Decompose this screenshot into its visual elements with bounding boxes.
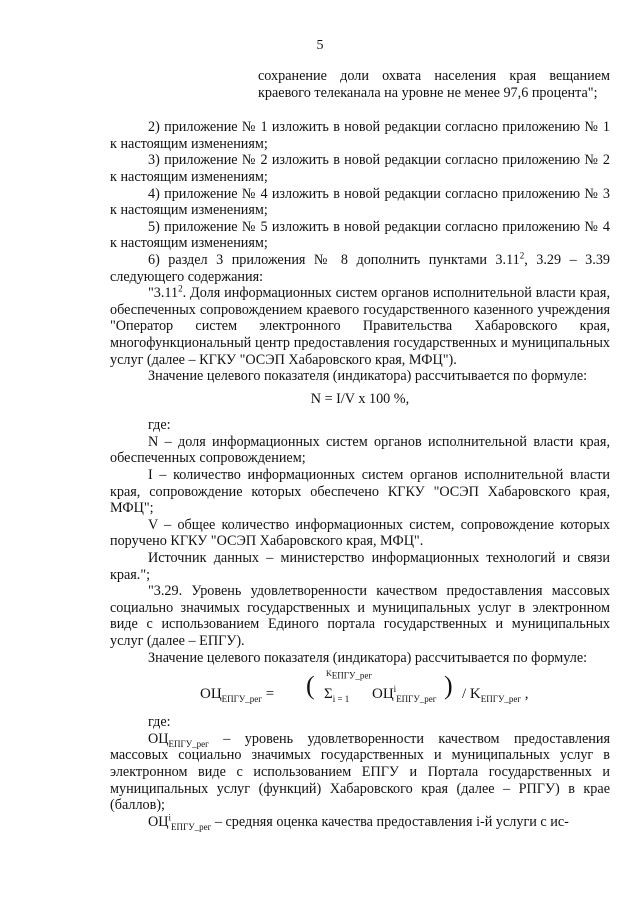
paragraph: $ОЦ^i_{ЕПГУ\_рег}$ – средняя оценка качества предоставления i-й услуги с ис-: [148, 812, 569, 832]
formula-sum-upper: $K_{ЕПГУ\_рег}$: [326, 669, 373, 681]
paragraph: Источник данных – министерство информационных технологий и связи края.";: [110, 550, 610, 583]
formula-2: [110, 668, 610, 712]
paragraph: 2) приложение № 1 изложить в новой редакции согласно приложению № 1 к настоящим изменениям;: [110, 119, 610, 152]
paragraph: "3.11$^2$. Доля информационных систем органов исполнительной власти края, обеспеченных сопровождением краевого государственного казенного учреждения "Оператор систем электронного Правительства Хабаровского края, многофункциональный центр предоставления государственных и муниципальных услуг (далее – КГКУ "ОСЭП Хабаровского края, МФЦ").: [110, 283, 610, 368]
page-number: 5: [316, 38, 324, 53]
formula-sigma: $\Sigma_{i = 1}$: [324, 686, 350, 705]
formula-divisor: / $K_{ЕПГУ\_рег}$ ,: [462, 686, 529, 705]
formula-right-brace: ): [444, 671, 453, 701]
paragraph: V – общее количество информационных систем, сопровождение которых поручено КГКУ "ОСЭП Хабаровского края, МФЦ".: [110, 516, 610, 550]
paragraph: $ОЦ_{ЕПГУ\_рег}$ – уровень удовлетворенности качеством предоставления массовых социально значимых государственных и муниципальных услуг в электронном виде с использованием ЕПГУ и Портала государственных и муниципальных услуг (функций) Хабаровского края (далее – РПГУ) в крае (баллов);: [110, 730, 610, 814]
paragraph: N – доля информационных систем органов исполнительной власти края, обеспеченных сопровождением;: [110, 433, 610, 467]
document-body: [110, 68, 610, 830]
paragraph: Значение целевого показателя (индикатора) рассчитывается по формуле:: [148, 649, 588, 666]
paragraph: I – количество информационных систем органов исполнительной власти края, сопровождение которых обеспечено КГКУ "ОСЭП Хабаровского края, МФЦ";: [110, 467, 610, 517]
paragraph: 4) приложение № 4 изложить в новой редакции согласно приложению № 3 к настоящим изменениям;: [110, 185, 610, 219]
formula-left-brace: (: [306, 671, 315, 701]
paragraph: 3) приложение № 2 изложить в новой редакции согласно приложению № 2 к настоящим изменениям;: [110, 152, 610, 185]
formula-1: N = I/V x 100 %,: [310, 390, 410, 407]
paragraph: 5) приложение № 5 изложить в новой редакции согласно приложению № 4 к настоящим изменениям;: [110, 218, 610, 252]
paragraph: Значение целевого показателя (индикатора) рассчитывается по формуле:: [148, 368, 588, 385]
paragraph: "3.29. Уровень удовлетворенности качеством предоставления массовых социально значимых государственных и муниципальных услуг в электронном виде с использованием Единого портала государственных и муниципальных услуг (далее – ЕПГУ).: [110, 583, 610, 649]
formula-term: $ОЦ^i_{ЕПГУ\_рег}$: [372, 684, 437, 705]
paragraph: сохранение доли охвата населения края вещанием краевого телеканала на уровне не менее 97,6 процента";: [258, 68, 610, 101]
paragraph: 6) раздел 3 приложения № 8 дополнить пунктами 3.11$^2$, 3.29 – 3.39 следующего содержания:: [110, 250, 611, 285]
formula-lhs: $ОЦ_{ЕПГУ\_рег}$ =: [200, 686, 275, 705]
where-label: где:: [148, 417, 171, 434]
where-label: где:: [148, 714, 171, 731]
